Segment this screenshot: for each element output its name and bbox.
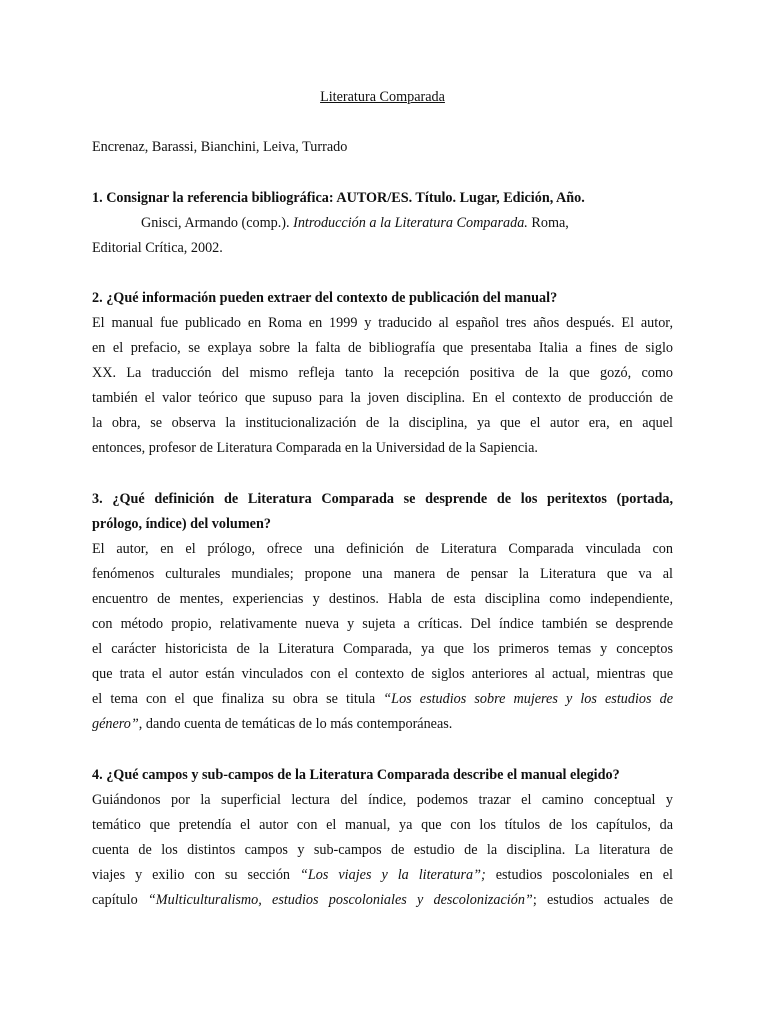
reference-title: Introducción a la Literatura Comparada. <box>293 215 528 231</box>
chapter-title-genero: género” <box>92 716 139 732</box>
chapter-title-multiculturalismo: “Multiculturalismo, estudios poscoloniales y descolonización” <box>147 892 533 908</box>
authors-line: Encrenaz, Barassi, Bianchini, Leiva, Turrado <box>92 139 348 155</box>
answer-2-line: XX. La traducción del mismo refleja tanto la recepción positiva de la que gozó, como <box>92 365 673 381</box>
answer-3-line: fenómenos culturales mundiales; propone una manera de pensar la Literatura que va al <box>92 566 673 582</box>
chapter-title-viajes: “Los viajes y la literatura”; <box>300 867 486 883</box>
answer-2-line: entonces, profesor de Literatura Comparada en la Universidad de la Sapiencia. <box>92 440 538 456</box>
answer-4-line-4-text-b: estudios poscoloniales en el <box>485 867 673 883</box>
reference-place: Roma, <box>527 215 569 231</box>
question-4: 4. ¿Qué campos y sub-campos de la Literatura Comparada describe el manual elegido? <box>92 767 620 783</box>
answer-4-line-5 <box>92 891 673 909</box>
answer-4-line-4 <box>92 866 673 884</box>
answer-3-line: que trata el autor están vinculados con el contexto de siglos anteriores al actual, mientras que <box>92 666 673 682</box>
reference-author: Gnisci, Armando (comp.). <box>141 215 294 231</box>
question-1: 1. Consignar la referencia bibliográfica: AUTOR/ES. Título. Lugar, Edición, Año. <box>92 190 585 206</box>
chapter-title-mujeres: “Los estudios sobre mujeres y los estudios de <box>383 691 673 707</box>
answer-4-line: cuenta de los distintos campos y sub-campos de estudio de la disciplina. La literatura de <box>92 842 673 858</box>
answer-4-line-4-text-a: viajes y exilio con su sección <box>92 867 300 883</box>
answer-4-line-5-text-a: capítulo <box>92 892 148 908</box>
answer-3-line-8 <box>92 715 673 733</box>
answer-2-line: El manual fue publicado en Roma en 1999 y traducido al español tres años después. El autor, <box>92 315 673 331</box>
answer-3-line: con método propio, relativamente nueva y sujeta a críticas. Del índice también se desprende <box>92 616 673 632</box>
question-2: 2. ¿Qué información pueden extraer del contexto de publicación del manual? <box>92 290 558 306</box>
answer-4-line: temático que pretendía el autor con el manual, ya que con los títulos de los capítulos, da <box>92 817 673 833</box>
answer-4-line: Guiándonos por la superficial lectura del índice, podemos trazar el camino conceptual y <box>92 792 673 808</box>
answer-3-line-7 <box>92 690 673 708</box>
question-3-line-1: 3. ¿Qué definición de Literatura Comparada se desprende de los peritextos (portada, <box>92 491 673 507</box>
reference-line-1 <box>141 214 673 232</box>
answer-2-line: en el prefacio, se explaya sobre la falta de bibliografía que presentaba Italia a fines de siglo <box>92 340 673 356</box>
reference-line-2: Editorial Crítica, 2002. <box>92 240 223 256</box>
answer-3-line: El autor, en el prólogo, ofrece una definición de Literatura Comparada vinculada con <box>92 541 673 557</box>
answer-4-line-5-text-b: ; estudios actuales de <box>532 892 673 908</box>
answer-2-line: la obra, se observa la institucionalización de la disciplina, ya que el autor era, en aquel <box>92 415 673 431</box>
answer-3-line-8-text: , dando cuenta de temáticas de lo más contemporáneas. <box>138 716 453 732</box>
answer-2-line: también el valor teórico que supuso para la joven disciplina. En el contexto de producción de <box>92 390 673 406</box>
document-title: Literatura Comparada <box>320 89 445 105</box>
answer-3-line: el carácter historicista de la Literatura Comparada, ya que los primeros temas y conceptos <box>92 641 673 657</box>
question-3-line-2: prólogo, índice) del volumen? <box>92 516 271 532</box>
answer-3-line-7-text: el tema con el que finaliza su obra se titula <box>92 691 384 707</box>
answer-3-line: encuentro de mentes, experiencias y destinos. Habla de esta disciplina como independiente, <box>92 591 673 607</box>
